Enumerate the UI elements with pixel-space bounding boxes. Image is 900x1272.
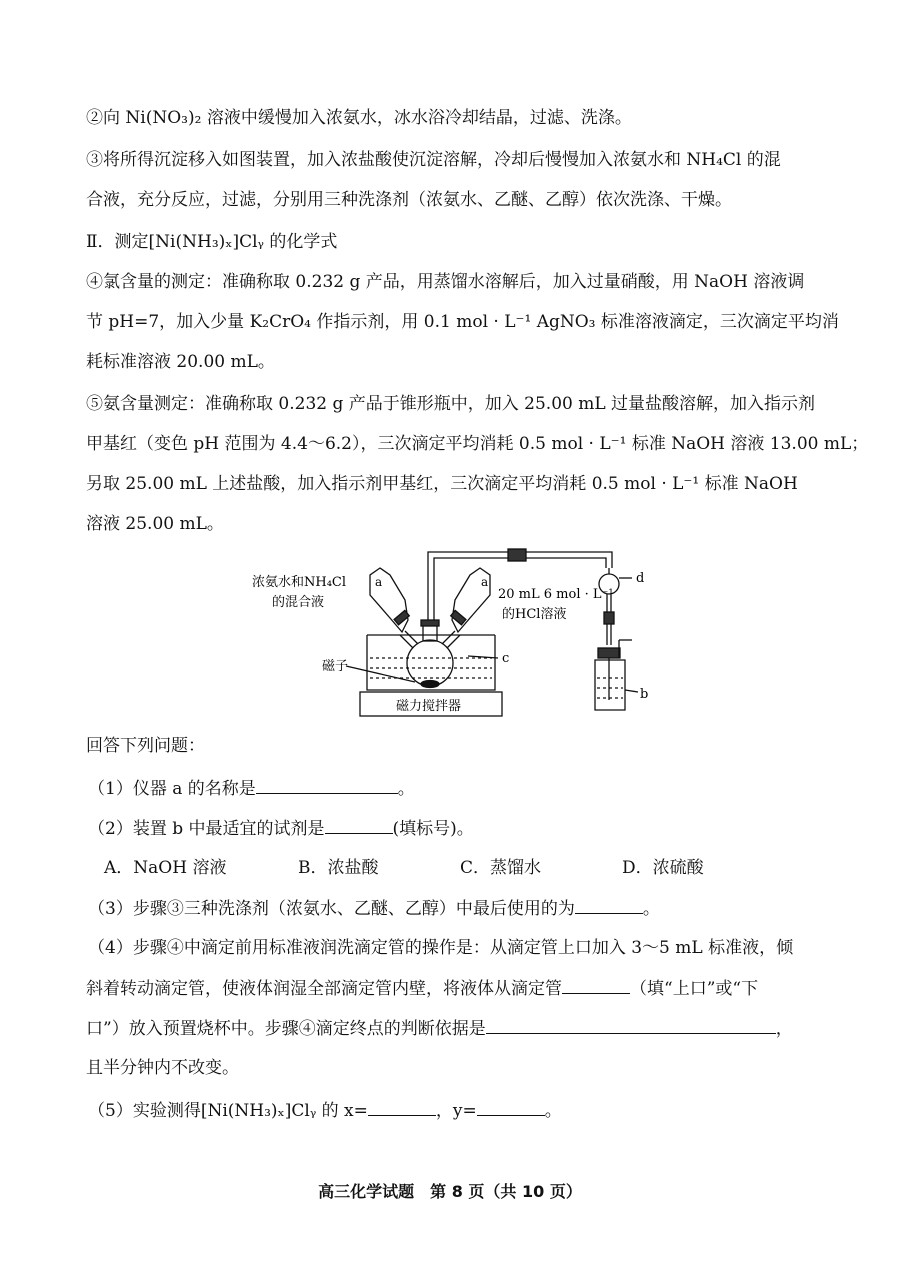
option-b: B．浓盐酸 — [298, 858, 379, 878]
step4-text-line2: 节 pH=7，加入少量 K₂CrO₄ 作指示剂，用 0.1 mol · L⁻¹ AgNO₃ 标准溶液滴定，三次滴定平均消 — [86, 312, 839, 332]
q4-line2-text: 斜着转动滴定管，使液体润湿全部滴定管内壁，将液体从滴定管 — [86, 979, 562, 999]
step5-text-line4: 溶液 25.00 mL。 — [86, 514, 224, 534]
q1-text: （1）仪器 a 的名称是 — [88, 779, 256, 799]
q3-end: 。 — [642, 899, 660, 919]
question-3 — [88, 896, 660, 921]
question-2 — [88, 816, 474, 841]
apparatus-figure — [240, 540, 670, 720]
step5-text-line1: ⑤氨含量测定：准确称取 0.232 g 产品于锥形瓶中，加入 25.00 mL 过量盐酸溶解，加入指示剂 — [86, 394, 816, 414]
q5-x-blank[interactable] — [368, 1098, 436, 1116]
step3-text-line1: ③将所得沉淀移入如图装置，加入浓盐酸使沉淀溶解，冷却后慢慢加入浓氨水和 NH₄Cl 的混 — [86, 150, 781, 170]
q5-y-text: ，y= — [435, 1101, 477, 1121]
left-reagent-label-2: 的混合液 — [272, 595, 325, 610]
q5-text: （5）实验测得[Ni(NH₃)ₓ]Clᵧ 的 x= — [88, 1101, 368, 1121]
question-4-line4: 且半分钟内不改变。 — [86, 1058, 239, 1078]
question-5 — [88, 1098, 562, 1123]
q4-outlet-blank[interactable] — [562, 976, 630, 994]
step5-text-line3: 另取 25.00 mL 上述盐酸，加入指示剂甲基红，三次滴定平均消耗 0.5 mol · L⁻¹ 标准 NaOH — [86, 474, 798, 494]
right-reagent-label-2: 的HCl溶液 — [502, 607, 567, 622]
q3-answer-blank[interactable] — [575, 896, 643, 914]
q5-y-blank[interactable] — [477, 1098, 545, 1116]
q2-answer-blank[interactable] — [325, 816, 393, 834]
question-1 — [88, 776, 415, 801]
funnel-a-left-label: a — [375, 575, 383, 589]
step2-text: ②向 Ni(NO₃)₂ 溶液中缓慢加入浓氨水，冰水浴冷却结晶，过滤、洗涤。 — [86, 108, 632, 128]
part2-heading: Ⅱ．测定[Ni(NH₃)ₓ]Clᵧ 的化学式 — [86, 232, 338, 252]
q1-end: 。 — [397, 779, 415, 799]
question-4-line3 — [86, 1016, 793, 1041]
questions-intro: 回答下列问题： — [86, 736, 205, 756]
step5-text-line2: 甲基红（变色 pH 范围为 4.4～6.2），三次滴定平均消耗 0.5 mol · L⁻¹ 标准 NaOH 溶液 13.00 mL； — [86, 434, 869, 454]
q3-text: （3）步骤③三种洗涤剂（浓氨水、乙醚、乙醇）中最后使用的为 — [88, 899, 575, 919]
question-4-line1: （4）步骤④中滴定前用标准液润洗滴定管的操作是：从滴定管上口加入 3～5 mL 标准液，倾 — [88, 938, 794, 958]
q2-text: （2）装置 b 中最适宜的试剂是 — [88, 819, 325, 839]
step4-text-line1: ④氯含量的测定：准确称取 0.232 g 产品，用蒸馏水溶解后，加入过量硝酸，用 NaOH 溶液调 — [86, 272, 805, 292]
option-c: C．蒸馏水 — [460, 858, 542, 878]
step3-text-line2: 合液，充分反应，过滤，分别用三种洗涤剂（浓氨水、乙醚、乙醇）依次洗涤、干燥。 — [86, 190, 732, 210]
q2-end: (填标号)。 — [392, 819, 474, 839]
q4-line3-text: 口”）放入预置烧杯中。步骤④滴定终点的判断依据是 — [86, 1019, 486, 1039]
left-reagent-label-1: 浓氨水和NH₄Cl — [252, 575, 347, 590]
bottle-b-label: b — [640, 687, 649, 702]
step4-text-line3: 耗标准溶液 20.00 mL。 — [86, 352, 275, 372]
bath-c-label: c — [502, 651, 510, 666]
magnet-label: 磁子 — [322, 659, 349, 674]
question-4-line2 — [86, 976, 758, 1001]
option-d: D．浓硫酸 — [622, 858, 704, 878]
tube-d-label: d — [636, 571, 645, 586]
q4-line3-end: ， — [775, 1019, 793, 1039]
stirrer-label: 磁力搅拌器 — [396, 699, 462, 714]
right-reagent-label-1: 20 mL 6 mol · L⁻¹ — [498, 587, 614, 602]
q1-answer-blank[interactable] — [256, 776, 398, 794]
q4-endpoint-blank[interactable] — [486, 1016, 776, 1034]
q5-end: 。 — [544, 1101, 562, 1121]
funnel-a-right-label: a — [481, 575, 489, 589]
page-footer: 高三化学试题 第 8 页（共 10 页） — [318, 1182, 582, 1201]
option-a: A．NaOH 溶液 — [104, 858, 227, 878]
q4-line2-end: （填“上口”或“下 — [630, 979, 759, 999]
